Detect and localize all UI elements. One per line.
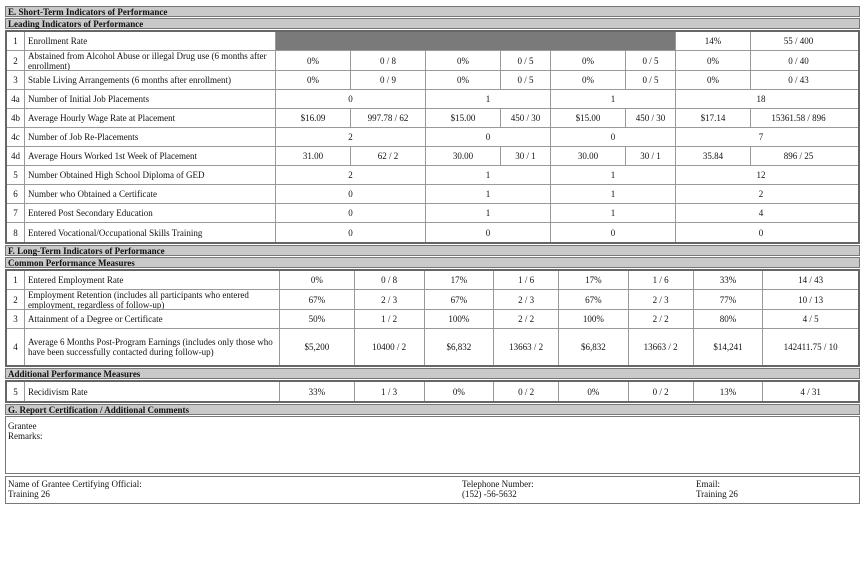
merged-value: 0	[426, 223, 551, 242]
merged-value: 0	[551, 128, 676, 146]
value-cell: 14 / 43	[798, 275, 824, 285]
merged-value: 1	[551, 185, 676, 203]
value-cell: 1 / 6	[494, 271, 559, 289]
value-cell: 33%	[694, 271, 764, 289]
value-cell: 4 / 31	[800, 386, 821, 397]
row-label: Stable Living Arrangements (6 months after enrollment)	[25, 71, 276, 89]
value-cell: 30.00	[551, 147, 626, 165]
table-row	[7, 51, 858, 71]
value-cell: 30 / 1	[626, 147, 676, 165]
table-row	[7, 128, 858, 147]
merged-value: 2	[276, 166, 426, 184]
value-cell: 0 / 5	[501, 51, 551, 70]
leading-indicators-table	[5, 30, 860, 244]
value-cell: 0 / 8	[351, 51, 426, 70]
value-cell: 35.84	[676, 147, 751, 165]
table-row	[7, 223, 858, 242]
table-row	[7, 310, 858, 329]
certification-footer	[5, 476, 860, 504]
official-block	[8, 479, 142, 499]
value-cell: 1 / 3	[355, 382, 425, 401]
value-cell: 30 / 1	[501, 147, 551, 165]
leading-indicators-header: Leading Indicators of Performance	[5, 18, 860, 29]
merged-value: 1	[551, 166, 676, 184]
merged-value: 0	[551, 223, 676, 242]
value-cell: 0 / 43	[788, 75, 809, 85]
table-row	[7, 147, 858, 166]
table-row	[7, 166, 858, 185]
merged-value: 2	[276, 128, 426, 146]
value-cell: 2 / 2	[494, 310, 559, 328]
row-number: 3	[7, 310, 25, 328]
merged-value: 0	[276, 204, 426, 222]
value-cell: 67%	[425, 290, 495, 309]
merged-value: 18	[756, 94, 766, 104]
value-cell: 0%	[276, 51, 351, 70]
merged-value: 4	[758, 208, 764, 218]
value-cell: 80%	[694, 310, 764, 328]
common-measures-table	[5, 269, 860, 367]
row-number: 4d	[7, 147, 25, 165]
value-cell: 55 / 400	[783, 36, 814, 46]
value-cell: 0 / 5	[501, 71, 551, 89]
value-cell: 0 / 2	[494, 382, 559, 401]
value-cell: 0%	[426, 71, 501, 89]
email-value: Training 26	[696, 489, 738, 499]
merged-value: 1	[426, 204, 551, 222]
official-value: Training 26	[8, 489, 50, 499]
value-cell: $15.00	[551, 109, 626, 127]
additional-measures-header: Additional Performance Measures	[5, 368, 860, 379]
row-label: Employment Retention (includes all participants who entered employment, regardless of follow-up)	[25, 290, 280, 309]
table-row	[7, 382, 858, 401]
value-cell: 0 / 5	[626, 51, 676, 70]
row-number: 4c	[7, 128, 25, 146]
value-cell: 0%	[676, 71, 751, 89]
value-cell: 0%	[551, 51, 626, 70]
row-label: Average Hourly Wage Rate at Placement	[25, 109, 276, 127]
phone-block	[462, 479, 534, 499]
row-number: 7	[7, 204, 25, 222]
value-cell: 2 / 3	[494, 290, 559, 309]
row-label: Average 6 Months Post-Program Earnings (includes only those who have been successfully contacted during follow-up)	[25, 329, 280, 365]
value-cell: 62 / 2	[351, 147, 426, 165]
value-cell: 0%	[280, 271, 355, 289]
row-number: 4a	[7, 90, 25, 108]
value-cell: 0 / 2	[629, 382, 694, 401]
value-cell: $14,241	[694, 329, 764, 365]
value-cell: $6,832	[559, 329, 629, 365]
value-cell: 2 / 3	[629, 290, 694, 309]
performance-report	[5, 5, 860, 504]
merged-value: 12	[756, 170, 766, 180]
value-cell: 10400 / 2	[355, 329, 425, 365]
value-cell: 2 / 2	[629, 310, 694, 328]
value-cell: $15.00	[426, 109, 501, 127]
value-cell: 4 / 5	[802, 314, 819, 324]
table-row	[7, 329, 858, 365]
merged-value: 0	[426, 128, 551, 146]
row-number: 2	[7, 290, 25, 309]
value-cell: 14%	[676, 32, 751, 50]
row-number: 5	[7, 166, 25, 184]
table-row	[7, 90, 858, 109]
value-cell: 77%	[694, 290, 764, 309]
table-row	[7, 32, 858, 51]
value-cell: $6,832	[425, 329, 495, 365]
value-cell: 10 / 13	[798, 294, 824, 305]
common-measures-header: Common Performance Measures	[5, 257, 860, 268]
value-cell: 33%	[280, 382, 355, 401]
merged-value: 0	[276, 223, 426, 242]
value-cell: 0 / 5	[626, 71, 676, 89]
row-number: 4b	[7, 109, 25, 127]
value-cell: 2 / 3	[355, 290, 425, 309]
value-cell: 142411.75 / 10	[783, 342, 838, 352]
value-cell: 30.00	[426, 147, 501, 165]
merged-value: 1	[551, 90, 676, 108]
row-label: Entered Vocational/Occupational Skills Training	[25, 223, 276, 242]
section-f-header: F. Long-Term Indicators of Performance	[5, 245, 860, 256]
table-row	[7, 185, 858, 204]
row-label: Enrollment Rate	[25, 32, 276, 50]
merged-value: 1	[426, 166, 551, 184]
phone-value: (152) -56-5632	[462, 489, 517, 499]
row-label: Number who Obtained a Certificate	[25, 185, 276, 203]
row-number: 8	[7, 223, 25, 242]
section-g-header: G. Report Certification / Additional Comments	[5, 404, 860, 415]
value-cell: 896 / 25	[783, 151, 814, 161]
row-label: Average Hours Worked 1st Week of Placement	[25, 147, 276, 165]
email-label: Email:	[696, 479, 720, 489]
row-number: 1	[7, 32, 25, 50]
value-cell: 13663 / 2	[494, 329, 559, 365]
row-label: Abstained from Alcohol Abuse or illegal Drug use (6 months after enrollment)	[25, 51, 276, 70]
row-label: Attainment of a Degree or Certificate	[25, 310, 280, 328]
row-label: Entered Employment Rate	[25, 271, 280, 289]
remarks-label-grantee: Grantee	[8, 421, 37, 431]
row-number: 4	[7, 329, 25, 365]
row-label: Number Obtained High School Diploma of GED	[25, 166, 276, 184]
value-cell: 0 / 40	[788, 55, 809, 66]
table-row	[7, 290, 858, 310]
row-label: Recidivism Rate	[25, 382, 280, 401]
row-number: 2	[7, 51, 25, 70]
remarks-label-remarks: Remarks:	[8, 431, 43, 441]
value-cell: 0 / 9	[351, 71, 426, 89]
value-cell: 17%	[559, 271, 629, 289]
value-cell: 0%	[425, 382, 495, 401]
table-row	[7, 271, 858, 290]
value-cell: 50%	[280, 310, 355, 328]
row-number: 1	[7, 271, 25, 289]
merged-value: 0	[758, 227, 764, 238]
phone-label: Telephone Number:	[462, 479, 534, 489]
value-cell: 0%	[551, 71, 626, 89]
value-cell: 100%	[559, 310, 629, 328]
value-cell: 450 / 30	[501, 109, 551, 127]
merged-value: 2	[758, 189, 764, 199]
value-cell: 15361.58 / 896	[771, 113, 826, 123]
value-cell: $5,200	[280, 329, 355, 365]
value-cell: 67%	[559, 290, 629, 309]
value-cell: 450 / 30	[626, 109, 676, 127]
value-cell: $17.14	[676, 109, 751, 127]
value-cell: 17%	[425, 271, 495, 289]
shaded-cell	[276, 32, 676, 50]
value-cell: 13663 / 2	[629, 329, 694, 365]
section-e-header: E. Short-Term Indicators of Performance	[5, 6, 860, 17]
value-cell: 100%	[425, 310, 495, 328]
additional-measures-table	[5, 380, 860, 403]
value-cell: 0 / 8	[355, 271, 425, 289]
value-cell: 13%	[694, 382, 764, 401]
official-label: Name of Grantee Certifying Official:	[8, 479, 142, 489]
table-row	[7, 204, 858, 223]
merged-value: 1	[551, 204, 676, 222]
value-cell: 0%	[559, 382, 629, 401]
row-number: 5	[7, 382, 25, 401]
row-label: Number of Job Re-Placements	[25, 128, 276, 146]
value-cell: 1 / 2	[355, 310, 425, 328]
value-cell: 0%	[426, 51, 501, 70]
row-number: 3	[7, 71, 25, 89]
email-block	[696, 479, 738, 499]
value-cell: 0%	[676, 51, 751, 70]
value-cell: 0%	[276, 71, 351, 89]
value-cell: 67%	[280, 290, 355, 309]
value-cell: 31.00	[276, 147, 351, 165]
value-cell: 997.78 / 62	[351, 109, 426, 127]
table-row	[7, 71, 858, 90]
row-label: Number of Initial Job Placements	[25, 90, 276, 108]
value-cell: 1 / 6	[629, 271, 694, 289]
row-number: 6	[7, 185, 25, 203]
merged-value: 0	[276, 185, 426, 203]
remarks-box[interactable]	[5, 416, 860, 474]
merged-value: 1	[426, 90, 551, 108]
table-row	[7, 109, 858, 128]
merged-value: 7	[758, 132, 764, 142]
row-label: Entered Post Secondary Education	[25, 204, 276, 222]
merged-value: 0	[276, 90, 426, 108]
merged-value: 1	[426, 185, 551, 203]
value-cell: $16.09	[276, 109, 351, 127]
